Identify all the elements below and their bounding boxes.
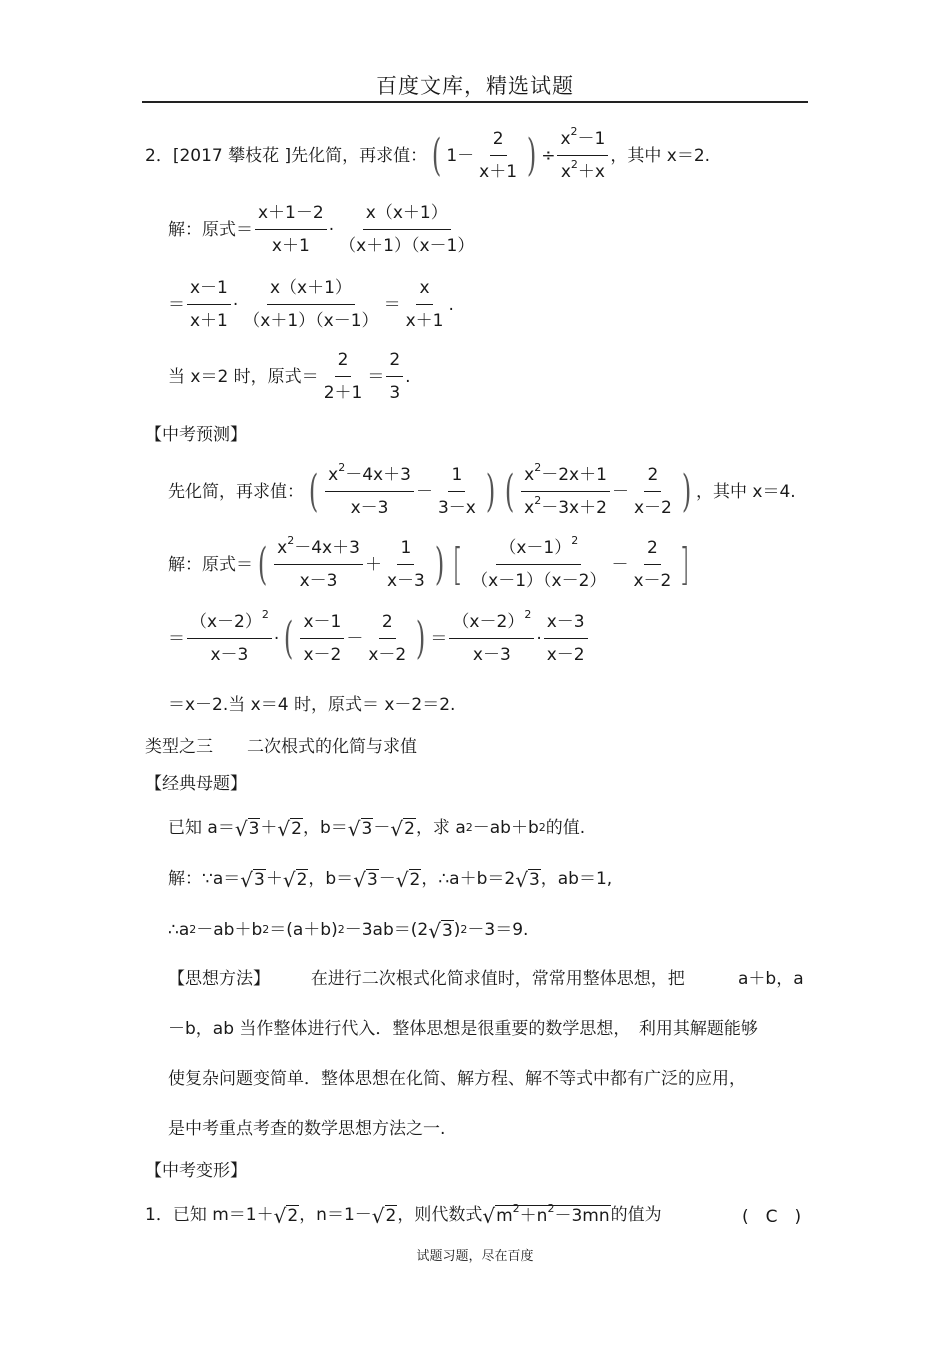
minus: － [611,554,629,575]
t: ，求 a [415,817,466,838]
t: －2x＋1 [541,465,607,485]
radicand: 2 [404,819,415,839]
num: 2 [490,129,507,156]
num: 1 [397,538,414,565]
t: ，∴a＋b＝2 [421,868,516,889]
period: . [405,366,411,387]
den: （x－1）（x－2） [471,571,607,592]
solution-line-1 [168,203,479,258]
num: 2 [644,465,661,492]
den: x－3 [472,645,511,666]
sup: 2 [534,494,542,508]
t: 的值为 [610,1204,662,1225]
forecast-solution-2 [168,608,590,667]
eq: ＝ [430,628,448,649]
den: 3 [389,383,401,404]
variant-heading: 【中考变形】 [145,1161,247,1181]
t: ＋n [519,1206,548,1226]
radicand: 3 [253,870,265,890]
solution-label: 解：原式＝ [168,554,253,575]
den [521,492,610,519]
paren-right: ) [434,539,445,591]
radical-sign: √ [395,867,409,892]
fraction [187,278,231,333]
sqrt [348,818,374,839]
t: x [560,129,571,149]
t: 解：∵a＝ [168,868,241,889]
num: x＋1－2 [255,203,327,230]
radicand: 2 [291,819,302,839]
sqrt [390,818,416,839]
t: －3ab＝(2 [344,919,429,940]
den: x－3 [350,498,389,519]
radical-sign: √ [277,816,291,841]
radical-sign: √ [234,816,248,841]
den: 3－x [437,498,476,519]
sqrt [235,818,261,839]
fraction [240,278,381,333]
num [325,461,414,492]
paren-right: ) [416,613,426,665]
t: －3mn [554,1206,610,1226]
method-line-2: －b，ab 当作整体进行代入．整体思想是很重要的数学思想， 利用其解题能够 [168,1019,758,1039]
num [557,125,608,156]
eq: ＝ [168,294,185,315]
fraction [187,608,272,667]
minus: － [611,481,629,502]
num: 2 [644,538,661,565]
solution-label: 解：原式＝ [168,219,253,240]
fraction [521,461,610,520]
fraction [255,203,327,258]
eq: ＝ [168,628,185,649]
text: 1－ [446,145,475,166]
radical-sign: √ [353,867,366,892]
t: －ab＋b [472,817,539,838]
t: －ab＋b [196,919,263,940]
t: ，b＝ [308,868,354,889]
radicand: 3 [441,921,453,941]
den: x－2 [633,498,672,519]
forecast-solution-1 [168,534,694,593]
t: － [378,868,396,889]
sup: 2 [534,461,542,474]
num: x（x＋1） [363,203,451,230]
classic-question: 已知 a＝ √ 3 ＋ √ 2 ，b＝ √ 3 － √ 2 ，求 a 2 －ab＋b 2 的值. [168,816,586,841]
t: －4x＋3 [345,465,411,485]
radicand: 3 [366,870,378,890]
den: x－3 [210,645,249,666]
den: 2＋1 [323,383,363,404]
fraction [631,465,675,520]
t: 已知 a＝ [168,817,235,838]
num [496,534,581,565]
den: x＋1 [405,311,444,332]
radicand: 3 [361,819,373,839]
t: ＋x [577,162,605,183]
radicand: 2 [296,870,308,890]
den [558,156,608,183]
sqrt [274,1205,300,1226]
num [274,534,363,565]
den: x－3 [386,571,425,592]
num [521,461,610,492]
den: x＋1 [271,236,310,257]
method-line-3: 使复杂问题变简单．整体思想在化简、解方程、解不等式中都有广泛的应用， [168,1069,746,1089]
fraction [384,538,428,593]
problem-2-statement [145,125,711,184]
t: ＝(a＋b) [269,919,338,940]
radicand: 3 [528,870,540,890]
den: x－2 [633,571,672,592]
solution-line-3 [168,350,411,405]
radical-sign: √ [515,867,528,892]
radicand: 2 [409,870,421,890]
fraction [321,350,366,405]
radical-sign: √ [371,1203,385,1228]
t: ，ab＝1, [540,868,613,889]
t: ，n＝1－ [299,1204,372,1225]
sup: 2 [570,125,578,138]
paren-left: ( [308,466,319,518]
den: x－3 [299,571,338,592]
num: 2 [335,350,352,377]
paren-left: ( [432,130,442,182]
radicand [495,1202,611,1226]
sup: 2 [547,1202,555,1215]
t: x [560,162,571,183]
divide-sign: ÷ [541,145,556,166]
sqrt [353,869,379,890]
sup: 2 [524,608,532,621]
radical-sign: √ [390,816,404,841]
paren-right: ) [681,466,692,518]
page-header-title: 百度文库，精选试题 [376,74,574,98]
paren-left: ( [284,613,294,665]
method-heading: 【思想方法】 [168,969,270,989]
t: －1 [577,129,606,149]
t: ∴a [168,919,190,940]
den: （x＋1）（x－1） [339,236,475,257]
variant-question [145,1202,662,1228]
fraction [300,612,344,667]
forecast-heading: 【中考预测】 [145,425,247,445]
solution-line-2 [168,278,454,333]
t: （x－1） [499,538,572,558]
section-title: 类型之三 二次根式的化简与求值 [145,737,417,757]
num: 2 [379,612,396,639]
t: 的值. [545,817,586,838]
header-rule [142,101,808,103]
fraction [325,461,414,520]
classic-solution-2: ∴a 2 －ab＋b 2 ＝(a＋b) 2 －3ab＝(2 √ 3 ) 2 －3＝9. [168,918,529,943]
eq: ＝ [383,294,401,315]
num: x－1 [187,278,231,305]
sqrt [277,818,303,839]
t: x [328,465,339,485]
sup: 2 [570,158,578,172]
t: ＋ [260,817,278,838]
forecast-statement [168,461,796,520]
radical-sign: √ [240,867,253,892]
t: －3＝9. [467,919,529,940]
fraction [336,203,477,258]
classic-solution-1 [168,869,612,890]
fraction [544,612,588,667]
plus: ＋ [364,554,382,575]
forecast-prompt: 先化简，再求值： [168,481,304,502]
page-footer: 试题习题，尽在百度 [416,1249,534,1264]
den: x－2 [546,645,585,666]
radical-sign: √ [282,867,296,892]
dot: · [232,294,239,315]
t: ，b＝ [302,817,348,838]
sqrt [482,1202,610,1228]
sqrt [396,869,422,890]
num: 1 [448,465,465,492]
eq: ＝ [367,366,385,387]
fraction [274,534,363,593]
den: x－2 [368,645,407,666]
minus: － [415,481,433,502]
sup: 2 [512,1202,520,1215]
dot: · [273,628,280,649]
sup: 2 [571,534,579,547]
radicand: 2 [287,1206,299,1226]
t: （x－2） [190,612,262,632]
forecast-final: ＝x－2.当 x＝4 时，原式＝ x－2＝2. [168,695,456,715]
t: x [524,465,535,485]
sqrt [515,869,541,890]
fraction [365,612,409,667]
classic-heading: 【经典母题】 [145,774,247,794]
problem-2-label: 2．[2017 攀枝花 ]先化简，再求值： [145,145,428,166]
bracket-left: [ [452,539,463,591]
sqrt [372,1205,398,1226]
sup: 2 [287,534,295,547]
den: x＋1 [479,162,518,183]
fraction [476,129,520,184]
t: ) [453,919,461,940]
sup: 2 [338,461,346,474]
radical-sign: √ [273,1203,287,1228]
fraction [449,608,534,667]
t: x [277,538,288,558]
fraction [386,350,403,405]
fraction [403,278,447,333]
t: 1．已知 m＝1＋ [145,1204,274,1225]
when-text: 当 x＝2 时，原式＝ [168,366,319,387]
variant-answer: ( C ) [742,1207,802,1227]
num: x [416,278,432,305]
fraction [468,534,609,593]
t: 在进行二次根式化简求值时，常常用整体思想，把 [310,969,685,989]
radicand: 2 [385,1206,397,1226]
fraction [630,538,674,593]
t: （x－2） [452,612,525,632]
dot: · [536,628,542,649]
paren-right: ) [526,130,537,182]
problem-2-tail: ，其中 x＝2. [610,145,711,166]
t: ＋ [265,868,283,889]
num: x－3 [544,612,588,639]
period: . [448,294,454,315]
paren-left: ( [257,539,268,591]
dot: · [328,219,335,240]
radicand: 3 [248,819,260,839]
num: x（x＋1） [267,278,355,305]
forecast-tail: ，其中 x＝4. [696,481,796,502]
minus: － [346,628,364,649]
sqrt [283,869,309,890]
sqrt [240,869,266,890]
t: m [496,1206,513,1226]
num: 2 [386,350,403,377]
den: x－2 [303,645,342,666]
den: x＋1 [190,311,228,332]
method-line-4: 是中考重点考查的数学思想方法之一. [168,1119,446,1139]
radical-sign: √ [428,918,441,943]
fraction [435,465,479,520]
t: － [373,817,391,838]
sqrt [428,920,454,941]
num [187,608,272,639]
method-line-1b: a＋b，a [738,969,804,989]
bracket-right: ] [679,539,691,591]
num [449,608,534,639]
t: ，则代数式 [397,1204,483,1225]
t: x [524,498,535,519]
radical-sign: √ [347,816,361,841]
t: －4x＋3 [294,538,360,558]
t: －3x＋2 [541,498,607,519]
radical-sign: √ [482,1203,496,1228]
fraction [557,125,608,184]
paren-left: ( [504,466,515,518]
method-line-1 [168,971,685,988]
paren-right: ) [485,466,496,518]
num: x－1 [300,612,344,639]
sup: 2 [261,608,269,621]
den: （x＋1）（x－1） [243,311,379,332]
